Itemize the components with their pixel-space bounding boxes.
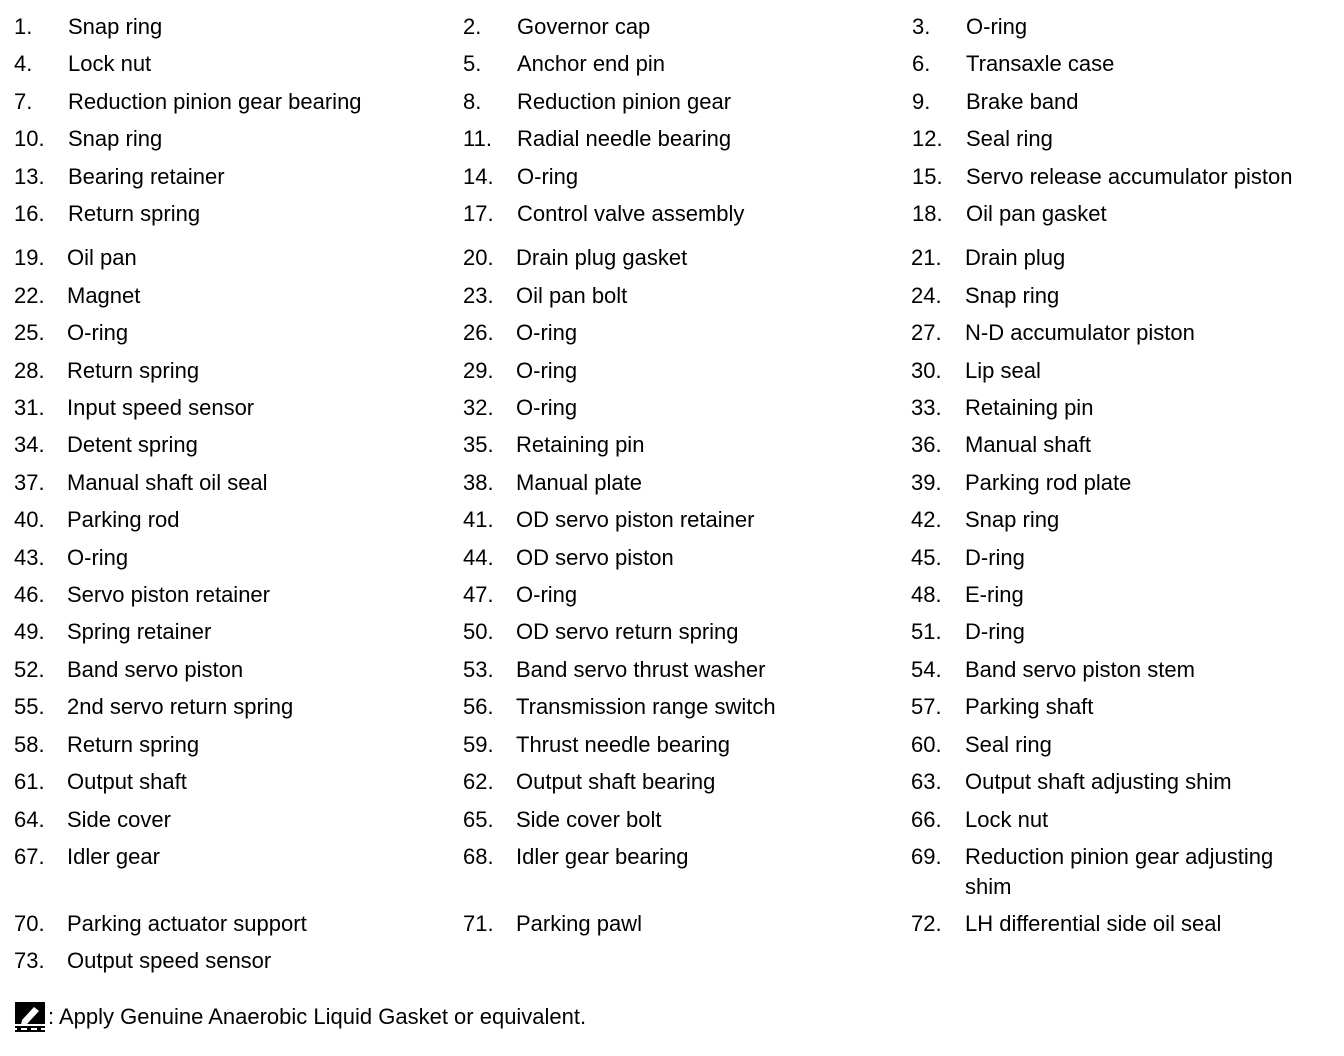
part-name: Detent spring [67, 432, 198, 457]
part-name: Return spring [67, 358, 200, 383]
part-number: 48. [911, 582, 942, 607]
part-number: 24. [911, 283, 942, 308]
part-number: 15. [912, 164, 943, 189]
parts-row [0, 730, 1344, 766]
part-number: 22. [14, 283, 45, 308]
parts-row [0, 580, 1344, 616]
part-name: Snap ring [68, 14, 163, 39]
part-number: 49. [14, 619, 45, 644]
parts-row [0, 805, 1344, 841]
part-number: 20. [463, 245, 494, 270]
part-name: 2nd servo return spring [67, 694, 294, 719]
part-name: Reduction pinion gear bearing [68, 89, 362, 114]
part-number: 19. [14, 245, 45, 270]
parts-row [0, 617, 1344, 653]
part-number: 2. [463, 14, 482, 39]
part-number: 8. [463, 89, 482, 114]
part-name: Snap ring [68, 126, 163, 151]
part-name: Radial needle bearing [517, 126, 732, 151]
part-number: 11. [463, 126, 492, 151]
part-name: Band servo thrust washer [516, 657, 766, 682]
part-number: 28. [14, 358, 45, 383]
part-name: Spring retainer [67, 619, 212, 644]
part-name: Lock nut [68, 51, 152, 76]
part-name: OD servo return spring [516, 619, 739, 644]
part-name: Output shaft adjusting shim [965, 769, 1232, 794]
part-name: E-ring [965, 582, 1024, 607]
part-number: 39. [911, 470, 942, 495]
parts-row [0, 162, 1344, 198]
part-name: Control valve assembly [517, 201, 745, 226]
parts-row [0, 909, 1344, 945]
part-name: Brake band [966, 89, 1079, 114]
parts-row [0, 430, 1344, 466]
part-name: Side cover bolt [516, 807, 662, 832]
part-number: 4. [14, 51, 33, 76]
parts-row [0, 505, 1344, 541]
part-name: Band servo piston stem [965, 657, 1195, 682]
part-number: 44. [463, 545, 494, 570]
part-number: 1. [14, 14, 33, 39]
part-name: LH differential side oil seal [965, 911, 1222, 936]
part-name: Bearing retainer [68, 164, 225, 189]
part-name: Drain plug gasket [516, 245, 688, 270]
part-number: 59. [463, 732, 494, 757]
part-number: 6. [912, 51, 931, 76]
part-name: Seal ring [966, 126, 1053, 151]
part-number: 34. [14, 432, 45, 457]
part-name: Servo release accumulator piston [966, 164, 1293, 189]
part-name: Snap ring [965, 507, 1060, 532]
parts-row [0, 49, 1344, 85]
part-number: 31. [14, 395, 45, 420]
part-name: Lock nut [965, 807, 1049, 832]
parts-row [0, 87, 1344, 123]
part-name: Return spring [67, 732, 200, 757]
part-name: O-ring [516, 582, 578, 607]
part-number: 7. [14, 89, 33, 114]
part-number: 33. [911, 395, 942, 420]
part-name: Oil pan [67, 245, 137, 270]
part-number: 37. [14, 470, 45, 495]
part-number: 21. [911, 245, 942, 270]
parts-row [0, 655, 1344, 691]
part-number: 27. [911, 320, 942, 345]
part-name: Output shaft [67, 769, 187, 794]
part-name: Output shaft bearing [516, 769, 716, 794]
part-name: Reduction pinion gear [517, 89, 732, 114]
part-name: Governor cap [517, 14, 651, 39]
part-name: Side cover [67, 807, 171, 832]
gasket-note [14, 998, 586, 1034]
part-name: Input speed sensor [67, 395, 255, 420]
part-number: 14. [463, 164, 494, 189]
part-number: 54. [911, 657, 942, 682]
part-number: 45. [911, 545, 942, 570]
part-number: 52. [14, 657, 45, 682]
part-number: 72. [911, 911, 942, 936]
part-number: 32. [463, 395, 494, 420]
part-number: 55. [14, 694, 45, 719]
part-name: Oil pan bolt [516, 283, 628, 308]
part-name: Magnet [67, 283, 141, 308]
part-name: O-ring [517, 164, 579, 189]
part-number: 23. [463, 283, 494, 308]
part-number: 5. [463, 51, 482, 76]
part-number: 64. [14, 807, 45, 832]
part-name: Retaining pin [516, 432, 645, 457]
parts-row [0, 692, 1344, 728]
part-name: N-D accumulator piston [965, 320, 1195, 345]
part-number: 42. [911, 507, 942, 532]
part-number: 43. [14, 545, 45, 570]
part-number: 63. [911, 769, 942, 794]
part-number: 12. [912, 126, 943, 151]
parts-row [0, 12, 1344, 48]
parts-row [0, 281, 1344, 317]
part-number: 13. [14, 164, 45, 189]
part-name: Output speed sensor [67, 948, 272, 973]
part-number: 62. [463, 769, 494, 794]
parts-row [0, 243, 1344, 279]
part-name: Manual plate [516, 470, 642, 495]
part-number: 67. [14, 844, 45, 869]
part-name: Idler gear bearing [516, 844, 689, 869]
part-number: 18. [912, 201, 943, 226]
parts-row [0, 356, 1344, 392]
part-number: 3. [912, 14, 931, 39]
part-number: 71. [463, 911, 494, 936]
anaerobic-liquid-gasket-icon [14, 1001, 48, 1033]
part-name: O-ring [516, 358, 578, 383]
part-number: 16. [14, 201, 45, 226]
part-number: 60. [911, 732, 942, 757]
part-number: 40. [14, 507, 45, 532]
part-name: Reduction pinion gear adjusting shim [965, 844, 1274, 899]
parts-row [0, 393, 1344, 429]
part-name: Seal ring [965, 732, 1052, 757]
part-name: Anchor end pin [517, 51, 665, 76]
part-number: 56. [463, 694, 494, 719]
part-name: Thrust needle bearing [516, 732, 731, 757]
part-number: 65. [463, 807, 494, 832]
part-number: 61. [14, 769, 45, 794]
parts-row [0, 468, 1344, 504]
part-number: 38. [463, 470, 494, 495]
parts-row [0, 946, 1344, 982]
parts-row [0, 767, 1344, 803]
part-number: 30. [911, 358, 942, 383]
part-number: 50. [463, 619, 494, 644]
part-name: D-ring [965, 619, 1025, 644]
part-name: Return spring [68, 201, 201, 226]
part-name: O-ring [516, 395, 578, 420]
part-number: 35. [463, 432, 494, 457]
part-number: 17. [463, 201, 494, 226]
parts-row [0, 842, 1344, 899]
part-name: Transmission range switch [516, 694, 776, 719]
part-number: 29. [463, 358, 494, 383]
part-number: 51. [911, 619, 942, 644]
parts-row [0, 199, 1344, 235]
part-name: O-ring [516, 320, 578, 345]
part-name: Oil pan gasket [966, 201, 1107, 226]
part-name: O-ring [966, 14, 1028, 39]
part-name: O-ring [67, 545, 129, 570]
part-number: 9. [912, 89, 931, 114]
part-number: 25. [14, 320, 45, 345]
part-name: O-ring [67, 320, 129, 345]
part-name: Transaxle case [966, 51, 1115, 76]
part-number: 47. [463, 582, 494, 607]
gasket-note-text: : Apply Genuine Anaerobic Liquid Gasket or equivalent. [48, 1004, 587, 1030]
part-number: 70. [14, 911, 45, 936]
part-name: Lip seal [965, 358, 1041, 383]
part-number: 69. [911, 844, 942, 869]
part-name: Manual shaft [965, 432, 1091, 457]
part-name: OD servo piston [516, 545, 674, 570]
part-name: Idler gear [67, 844, 160, 869]
part-number: 73. [14, 948, 45, 973]
part-number: 10. [14, 126, 45, 151]
part-name: Retaining pin [965, 395, 1094, 420]
part-name: Parking rod [67, 507, 180, 532]
parts-row [0, 318, 1344, 354]
part-name: Parking shaft [965, 694, 1094, 719]
part-name: Band servo piston [67, 657, 244, 682]
parts-row [0, 124, 1344, 160]
part-name: Servo piston retainer [67, 582, 270, 607]
part-number: 68. [463, 844, 494, 869]
part-number: 46. [14, 582, 45, 607]
part-number: 26. [463, 320, 494, 345]
part-number: 57. [911, 694, 942, 719]
part-number: 58. [14, 732, 45, 757]
part-number: 53. [463, 657, 494, 682]
part-number: 36. [911, 432, 942, 457]
part-number: 66. [911, 807, 942, 832]
part-name: Parking actuator support [67, 911, 307, 936]
part-name: Drain plug [965, 245, 1066, 270]
part-name: Parking pawl [516, 911, 642, 936]
parts-row [0, 543, 1344, 579]
part-name: Manual shaft oil seal [67, 470, 268, 495]
part-name: D-ring [965, 545, 1025, 570]
part-name: OD servo piston retainer [516, 507, 755, 532]
part-name: Parking rod plate [965, 470, 1132, 495]
part-number: 41. [463, 507, 494, 532]
part-name: Snap ring [965, 283, 1060, 308]
